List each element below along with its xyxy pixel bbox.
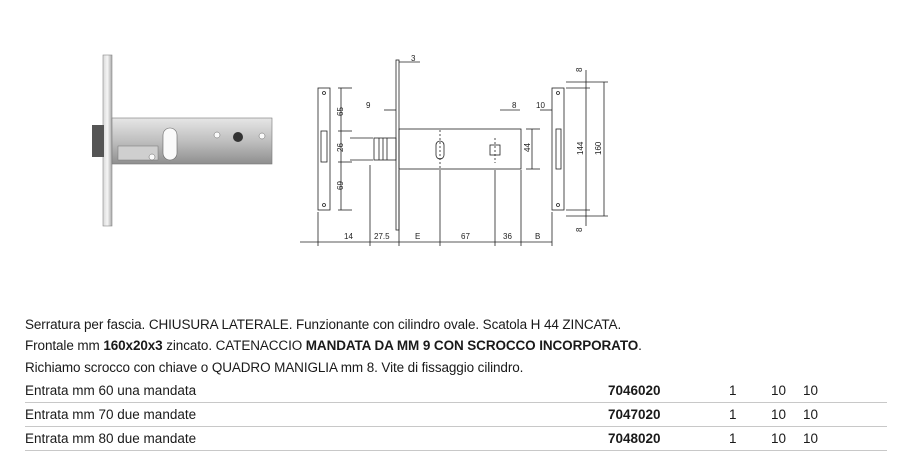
dim-27-5: 27.5 bbox=[374, 232, 390, 241]
lock-schematic bbox=[300, 60, 608, 246]
row-entry: Entrata mm 60 una mandata bbox=[25, 383, 197, 398]
row-q2: 10 bbox=[771, 431, 787, 446]
desc-period: . bbox=[638, 338, 642, 353]
row-q3: 10 bbox=[803, 383, 819, 398]
row-code: 7047020 bbox=[608, 407, 661, 422]
dim-26: 26 bbox=[336, 143, 345, 152]
row-q1: 1 bbox=[729, 407, 737, 422]
dim-160: 160 bbox=[594, 141, 603, 155]
desc-catenaccio: zincato. CATENACCIO bbox=[162, 338, 306, 353]
row-q1: 1 bbox=[729, 431, 737, 446]
desc-frontale: Frontale mm bbox=[25, 338, 104, 353]
dim-B: B bbox=[535, 232, 541, 241]
dim-8: 8 bbox=[512, 101, 517, 110]
description-line-1: Serratura per fascia. CHIUSURA LATERALE. Funzionante con cilindro ovale. Scatola H 44 ZINCATA. bbox=[25, 317, 622, 332]
dim-69: 69 bbox=[336, 181, 345, 190]
row-code: 7046020 bbox=[608, 383, 661, 398]
dim-9: 9 bbox=[366, 101, 371, 110]
row-q3: 10 bbox=[803, 431, 819, 446]
dim-8-bottom: 8 bbox=[575, 227, 584, 232]
row-q1: 1 bbox=[729, 383, 737, 398]
dim-36: 36 bbox=[503, 232, 512, 241]
row-entry: Entrata mm 70 due mandate bbox=[25, 407, 197, 422]
row-q3: 10 bbox=[803, 407, 819, 422]
row-entry: Entrata mm 80 due mandate bbox=[25, 431, 197, 446]
dim-E: E bbox=[415, 232, 421, 241]
table-row bbox=[25, 429, 887, 451]
dim-67: 67 bbox=[461, 232, 470, 241]
dim-3: 3 bbox=[411, 54, 416, 63]
row-q2: 10 bbox=[771, 383, 787, 398]
table-row bbox=[25, 405, 887, 427]
description-line-2 bbox=[25, 337, 642, 355]
row-code: 7048020 bbox=[608, 431, 661, 446]
dim-8-top: 8 bbox=[575, 67, 584, 72]
dimension-labels bbox=[336, 54, 603, 241]
row-q2: 10 bbox=[771, 407, 787, 422]
desc-mandata: MANDATA DA MM 9 CON SCROCCO INCORPORATO bbox=[305, 338, 639, 353]
description-line-3: Richiamo scrocco con chiave o QUADRO MANIGLIA mm 8. Vite di fissaggio cilindro. bbox=[25, 360, 524, 375]
dim-44: 44 bbox=[523, 143, 532, 152]
lock-photo bbox=[92, 55, 272, 226]
dim-10: 10 bbox=[536, 101, 545, 110]
dim-14: 14 bbox=[344, 232, 353, 241]
dim-65: 65 bbox=[336, 107, 345, 116]
dim-144: 144 bbox=[576, 141, 585, 155]
table-row bbox=[25, 381, 887, 403]
desc-frontale-size: 160x20x3 bbox=[103, 338, 163, 353]
